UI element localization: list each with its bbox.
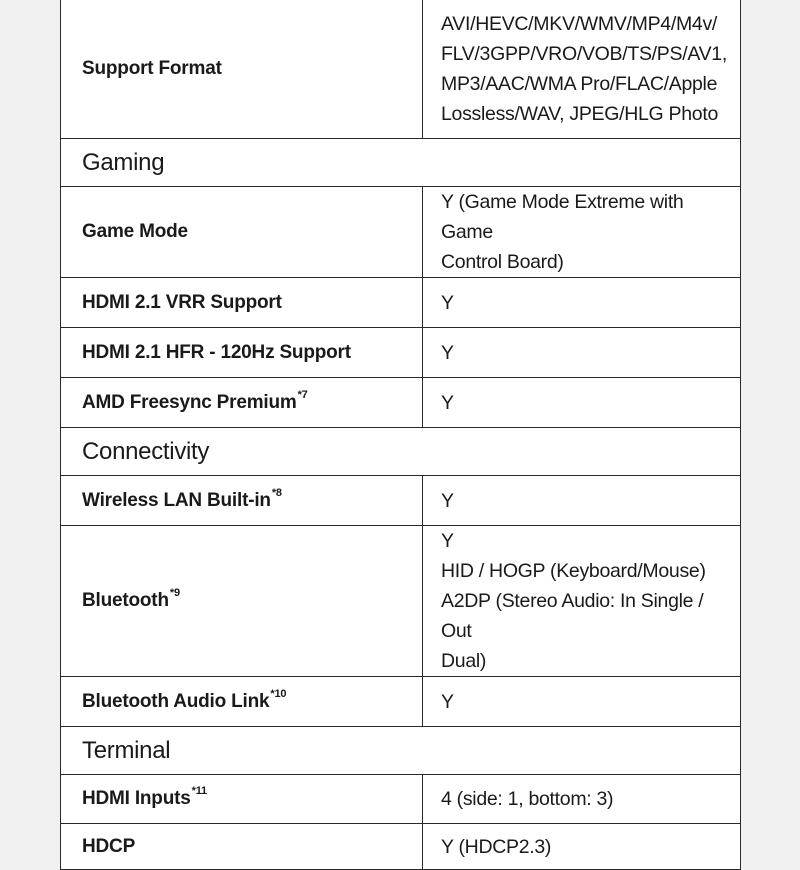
spec-label-text: Bluetooth Audio Link [82, 690, 270, 712]
footnote-marker: *8 [271, 486, 282, 499]
spec-row-game-mode [61, 187, 741, 278]
section-row-terminal [61, 727, 741, 775]
value-line: Y (Game Mode Extreme with Game [441, 191, 684, 243]
spec-row-bluetooth [61, 526, 741, 677]
spec-value: Y (HDCP2.3) [423, 824, 741, 870]
footnote-marker: *10 [270, 687, 287, 700]
section-row-gaming [61, 139, 741, 187]
value-line: MP3/AAC/WMA Pro/FLAC/Apple [441, 73, 718, 95]
spec-label [61, 526, 423, 677]
spec-row-bluetooth-audio-link [61, 677, 741, 727]
value-line: AVI/HEVC/MKV/WMV/MP4/M4v/ [441, 13, 718, 35]
value-line: Dual) [441, 650, 487, 672]
spec-row-hdmi-vrr [61, 278, 741, 328]
spec-label: HDMI 2.1 VRR Support [61, 278, 423, 328]
spec-row-support-format [61, 0, 741, 139]
footnote-marker: *7 [297, 388, 308, 401]
spec-value: Y [423, 278, 741, 328]
spec-value [423, 526, 741, 677]
value-line: Y [441, 530, 454, 552]
footnote-marker: *11 [191, 785, 207, 797]
spec-value [423, 0, 741, 139]
spec-table [60, 0, 741, 870]
spec-label-text: AMD Freesync Premium [82, 391, 297, 413]
value-line: A2DP (Stereo Audio: In Single / Out [441, 590, 704, 642]
value-line: FLV/3GPP/VRO/VOB/TS/PS/AV1, [441, 43, 727, 65]
spec-label-text: Wireless LAN Built-in [82, 489, 271, 511]
spec-value: Y [423, 378, 741, 428]
section-heading: Connectivity [61, 428, 741, 476]
spec-label: HDMI 2.1 HFR - 120Hz Support [61, 328, 423, 378]
spec-value: 4 (side: 1, bottom: 3) [423, 775, 741, 824]
spec-row-hdmi-inputs [61, 775, 741, 824]
spec-value [423, 187, 741, 278]
spec-label-text: HDMI Inputs [82, 788, 191, 809]
spec-row-amd-freesync [61, 378, 741, 428]
value-line: Lossless/WAV, JPEG/HLG Photo [441, 103, 718, 125]
section-heading: Terminal [61, 727, 741, 775]
value-line: HID / HOGP (Keyboard/Mouse) [441, 560, 706, 582]
spec-label: Support Format [61, 0, 423, 139]
spec-label [61, 378, 423, 428]
value-line: Control Board) [441, 251, 564, 273]
section-heading: Gaming [61, 139, 741, 187]
spec-label: HDCP [61, 824, 423, 870]
spec-label [61, 677, 423, 727]
spec-value: Y [423, 476, 741, 526]
section-row-connectivity [61, 428, 741, 476]
footnote-marker: *9 [169, 587, 180, 599]
spec-label-text: Bluetooth [82, 590, 169, 611]
spec-row-hdmi-hfr [61, 328, 741, 378]
spec-label [61, 476, 423, 526]
spec-row-hdcp [61, 824, 741, 870]
spec-value: Y [423, 677, 741, 727]
spec-value: Y [423, 328, 741, 378]
spec-label: Game Mode [61, 187, 423, 278]
spec-label [61, 775, 423, 824]
spec-row-wireless-lan [61, 476, 741, 526]
